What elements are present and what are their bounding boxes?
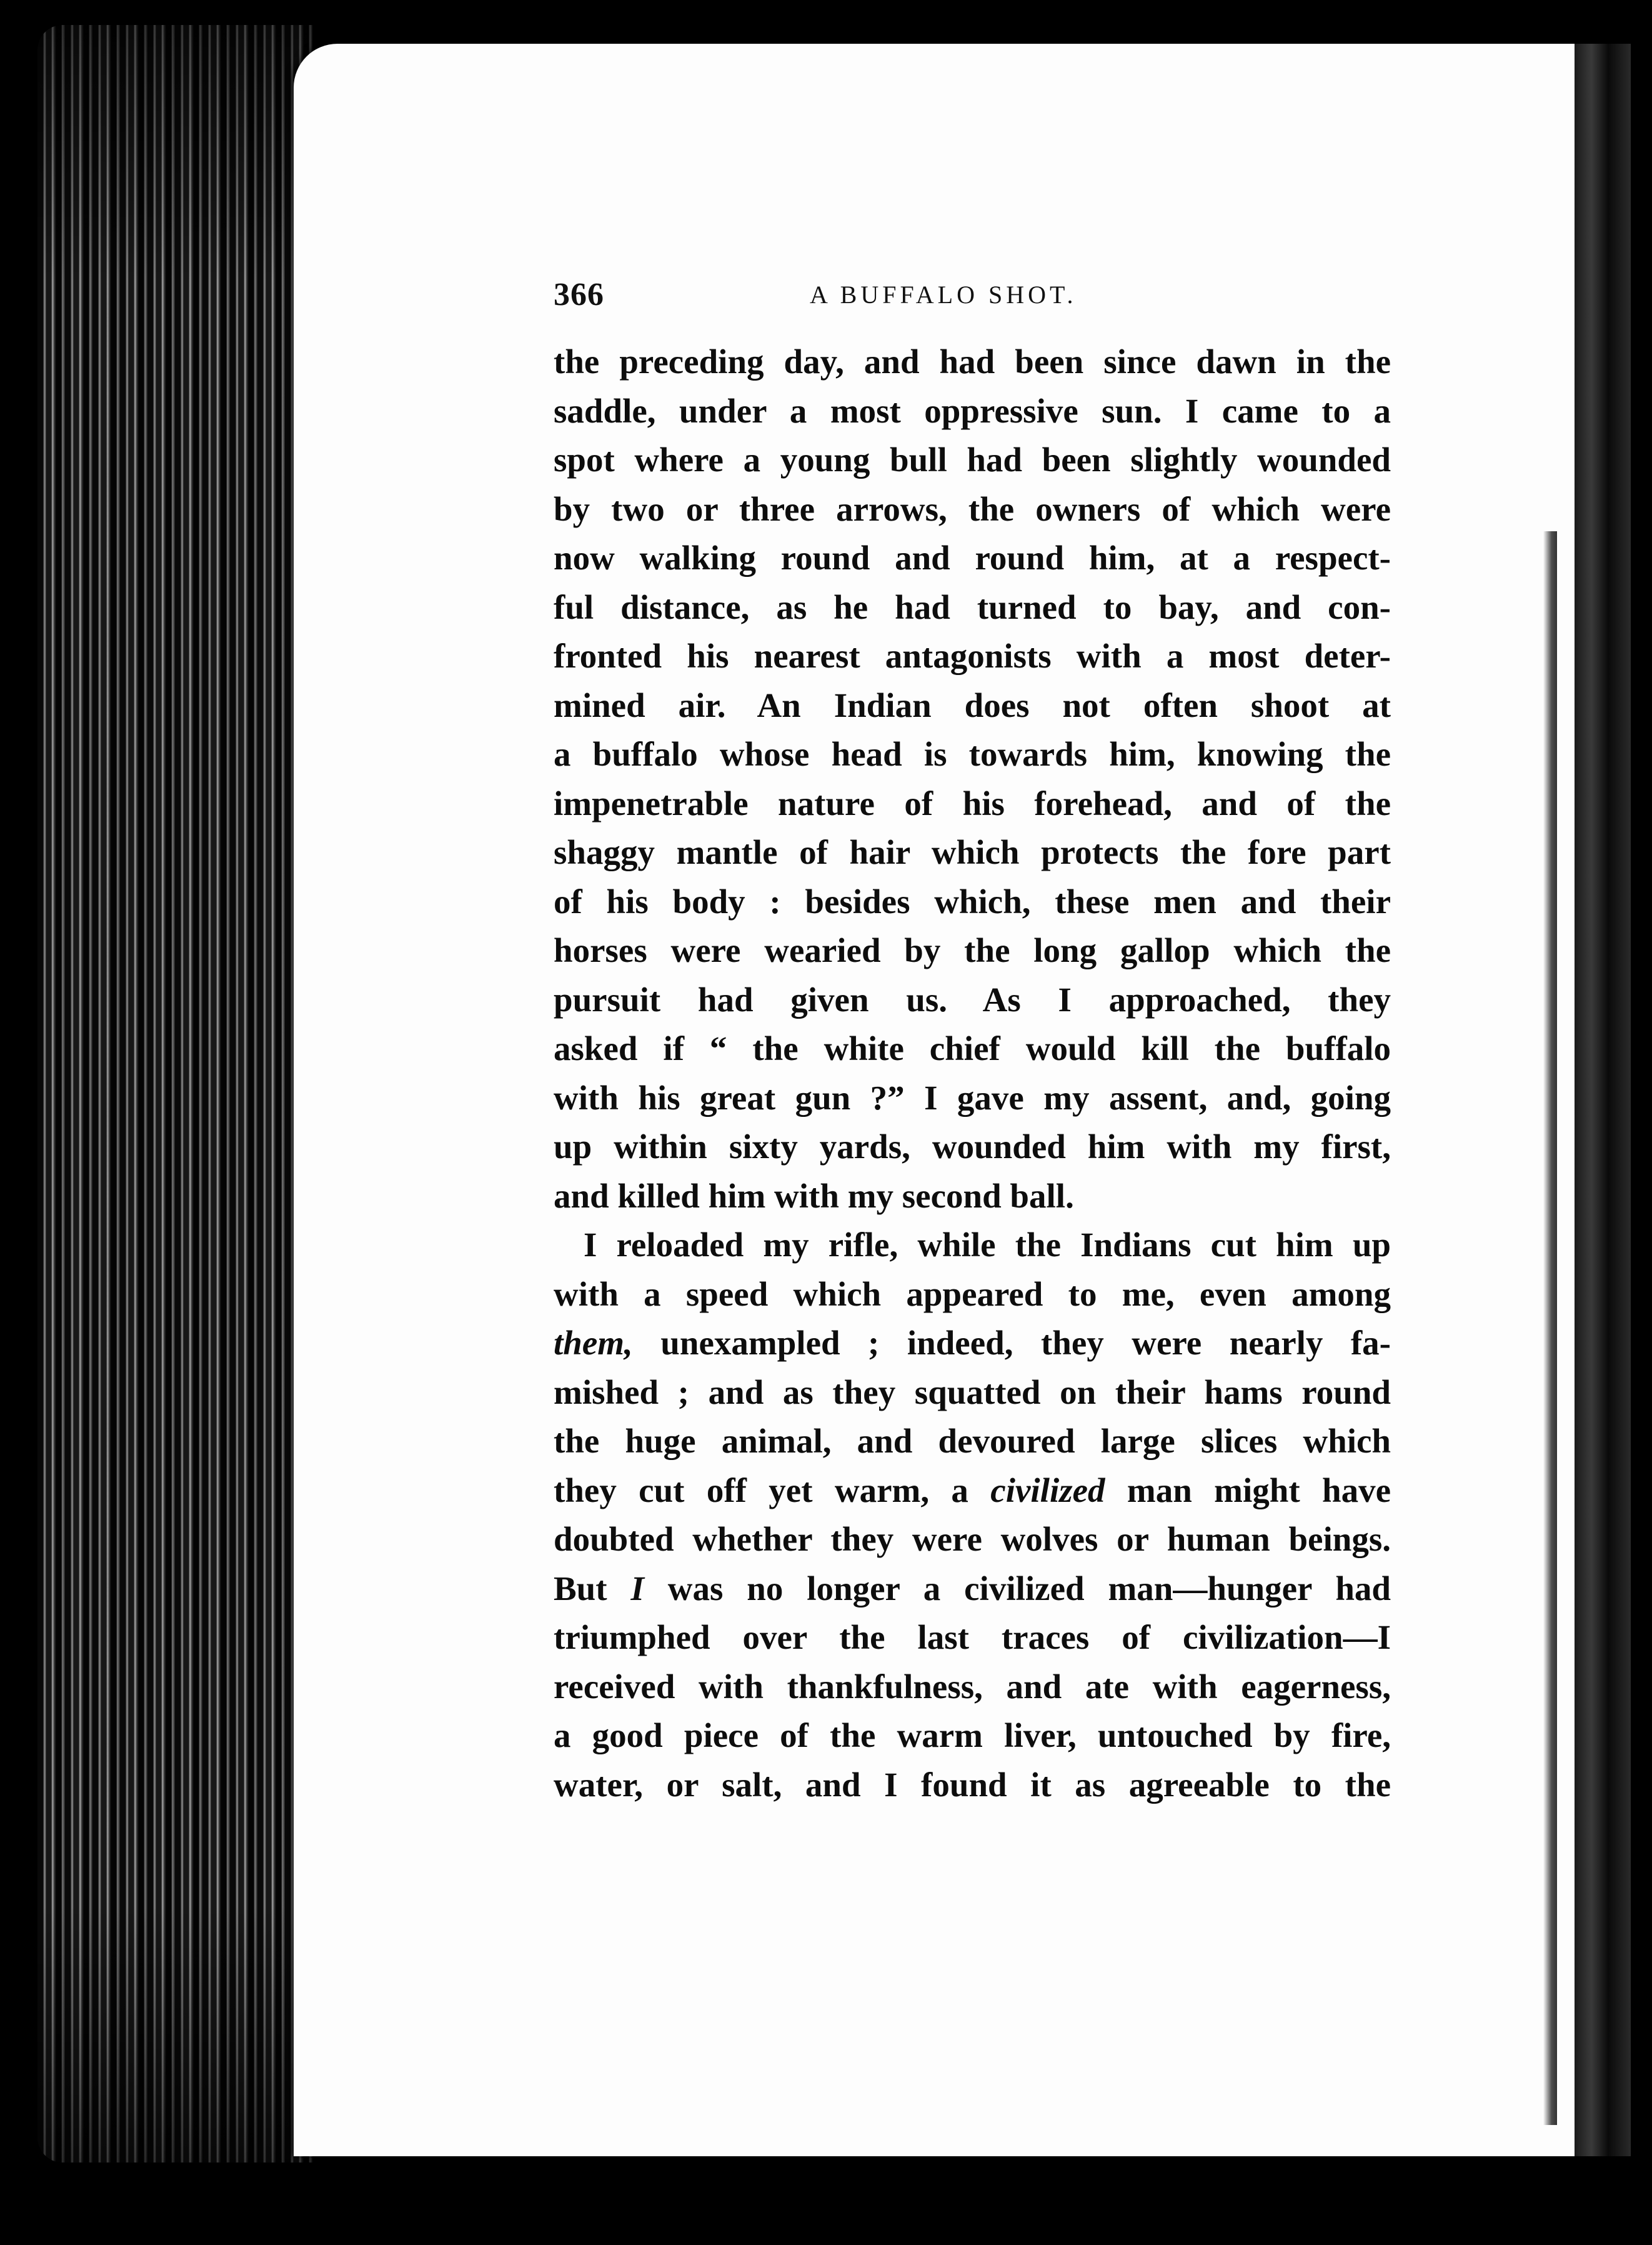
body-text (554, 338, 1391, 1809)
text-line: now walking round and round him, at a respect- (554, 539, 1391, 577)
text-line: mished ; and as they squatted on their hams round (554, 1372, 1391, 1411)
text-line: and killed him with my second ball. (554, 1176, 1074, 1215)
text-line: impenetrable nature of his forehead, and of the (554, 784, 1391, 822)
text-run: man might have (1105, 1471, 1391, 1509)
paragraph-2 (554, 1221, 1391, 1809)
text-run: was no longer a civilized man—hunger had (644, 1569, 1391, 1608)
running-head (554, 276, 1397, 320)
text-line: a good piece of the warm liver, untouched by fire, (554, 1716, 1391, 1754)
page-edges (37, 25, 312, 2162)
text-line (554, 1466, 1391, 1516)
text-run: unexampled ; indeed, they were nearly fa- (632, 1324, 1391, 1362)
text-line: of his body : besides which, these men and their (554, 882, 1391, 921)
text-line: saddle, under a most oppressive sun. I came to a (554, 391, 1391, 430)
text-line: mined air. An Indian does not often shoot at (554, 686, 1391, 724)
text-line: I reloaded my rifle, while the Indians cut him up (584, 1226, 1391, 1264)
italic-text: I (630, 1569, 644, 1608)
text-line (554, 1319, 1391, 1368)
italic-text: civilized (990, 1471, 1105, 1509)
text-line: with a speed which appeared to me, even among (554, 1274, 1391, 1313)
text-line: asked if “ the white chief would kill the buffalo (554, 1029, 1391, 1068)
text-line: shaggy mantle of hair which protects the fore part (554, 833, 1391, 871)
text-run: But (554, 1569, 631, 1608)
binding-shadow (1575, 44, 1631, 2156)
text-line: received with thankfulness, and ate with eagerness, (554, 1667, 1391, 1706)
paragraph-1 (554, 338, 1391, 1221)
text-line (554, 1564, 1391, 1614)
text-run: they cut off yet warm, a (554, 1471, 991, 1509)
text-line: the preceding day, and had been since dawn in the (554, 342, 1391, 381)
text-line: doubted whether they were wolves or human beings. (554, 1520, 1391, 1558)
text-line: fronted his nearest antagonists with a most deter- (554, 637, 1391, 675)
text-line: water, or salt, and I found it as agreeable to the (554, 1765, 1391, 1804)
text-line: spot where a young bull had been slightly wounded (554, 441, 1391, 479)
italic-text: them, (554, 1324, 633, 1362)
running-title: A BUFFALO SHOT. (810, 281, 1077, 309)
page-number: 366 (554, 277, 604, 312)
text-line: triumphed over the last traces of civilization—I (554, 1618, 1391, 1656)
text-line: pursuit had given us. As I approached, they (554, 980, 1391, 1019)
text-line: by two or three arrows, the owners of which were (554, 489, 1391, 528)
text-line: up within sixty yards, wounded him with my first, (554, 1128, 1391, 1166)
page-edge-shadow (1543, 531, 1557, 2125)
text-line: ful distance, as he had turned to bay, and con- (554, 588, 1391, 626)
text-line: the huge animal, and devoured large slices which (554, 1422, 1391, 1460)
text-line: with his great gun ?” I gave my assent, and, going (554, 1078, 1391, 1117)
text-line: horses were wearied by the long gallop which the (554, 931, 1391, 969)
text-line: a buffalo whose head is towards him, knowing the (554, 735, 1391, 773)
